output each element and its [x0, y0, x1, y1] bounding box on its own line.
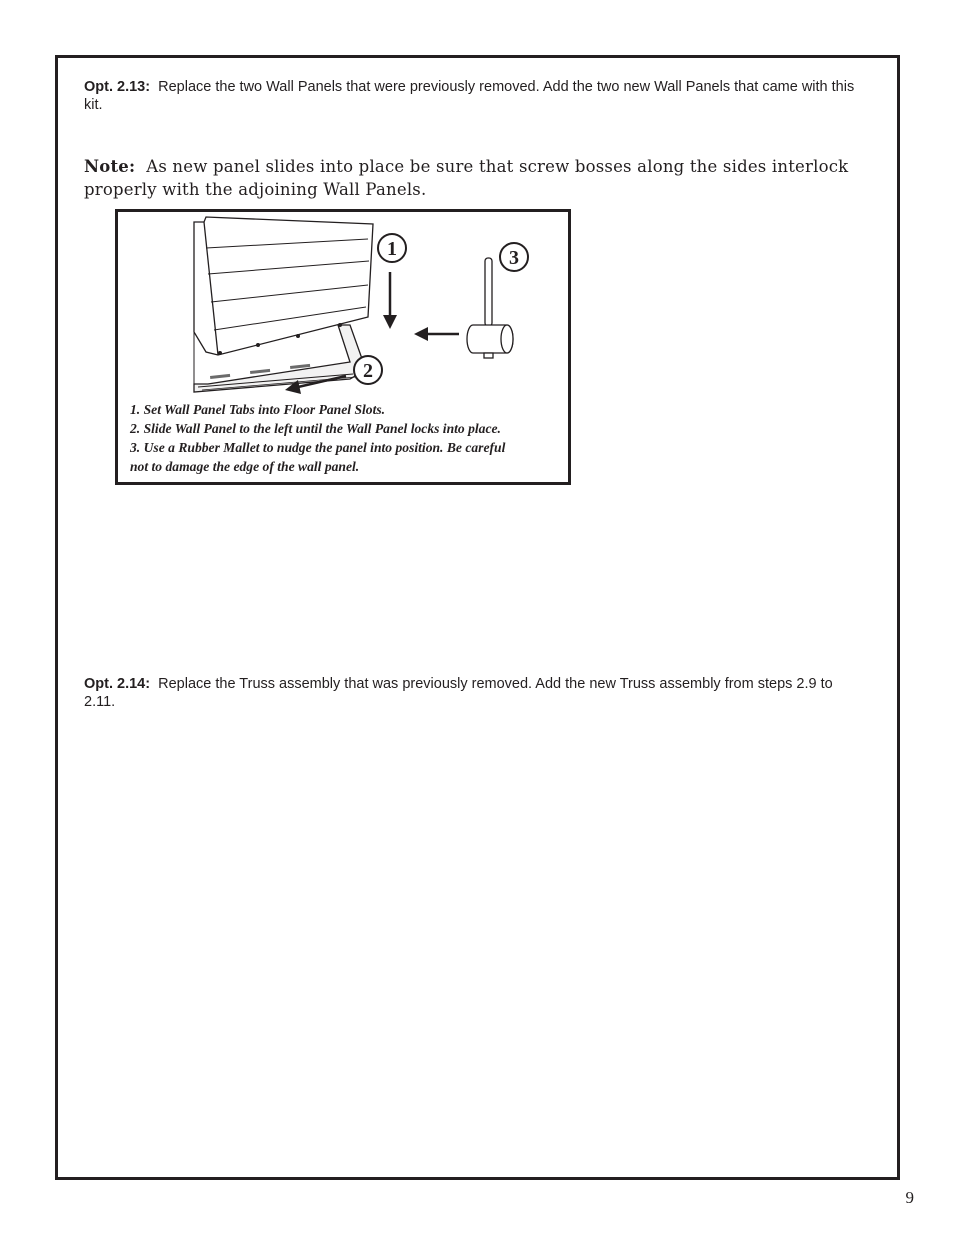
- step-text: Replace the two Wall Panels that were previously removed. Add the two new Wall Panels that came with this kit.: [84, 79, 855, 113]
- arrow-left-mallet: [414, 327, 459, 341]
- caption-line: 2. Slide Wall Panel to the left until the Wall Panel locks into place.: [130, 421, 501, 436]
- callout-2-label: 2: [363, 360, 373, 382]
- arrow-down: [383, 272, 397, 329]
- step-text: Replace the Truss assembly that was previously removed. Add the new Truss assembly from steps 2.9 to 2.11.: [84, 676, 833, 710]
- callout-3: [500, 243, 528, 271]
- step-label: Opt. 2.14:: [84, 676, 151, 692]
- caption-line: 3. Use a Rubber Mallet to nudge the panel into position. Be careful: [130, 440, 506, 455]
- note-paragraph: [84, 155, 884, 201]
- callout-1-label: 1: [387, 238, 397, 260]
- assembly-illustration: [115, 209, 571, 485]
- callout-1: [378, 234, 406, 262]
- note-text: As new panel slides into place be sure that screw bosses along the sides interlock properly with the adjoining Wall Panels.: [84, 157, 849, 199]
- illustration-captions: [130, 400, 560, 476]
- caption-line: 1. Set Wall Panel Tabs into Floor Panel Slots.: [130, 402, 386, 417]
- callout-2: [354, 356, 382, 384]
- instruction-step-2-14: [84, 675, 864, 711]
- wall-panel: [194, 217, 373, 384]
- note-label: Note:: [84, 157, 136, 176]
- instruction-step-2-13: [84, 78, 864, 114]
- step-label: Opt. 2.13:: [84, 79, 151, 95]
- rubber-mallet: [467, 258, 513, 358]
- caption-line: not to damage the edge of the wall panel.: [130, 459, 360, 474]
- page-number: 9: [905, 1188, 914, 1207]
- callout-3-label: 3: [509, 247, 519, 269]
